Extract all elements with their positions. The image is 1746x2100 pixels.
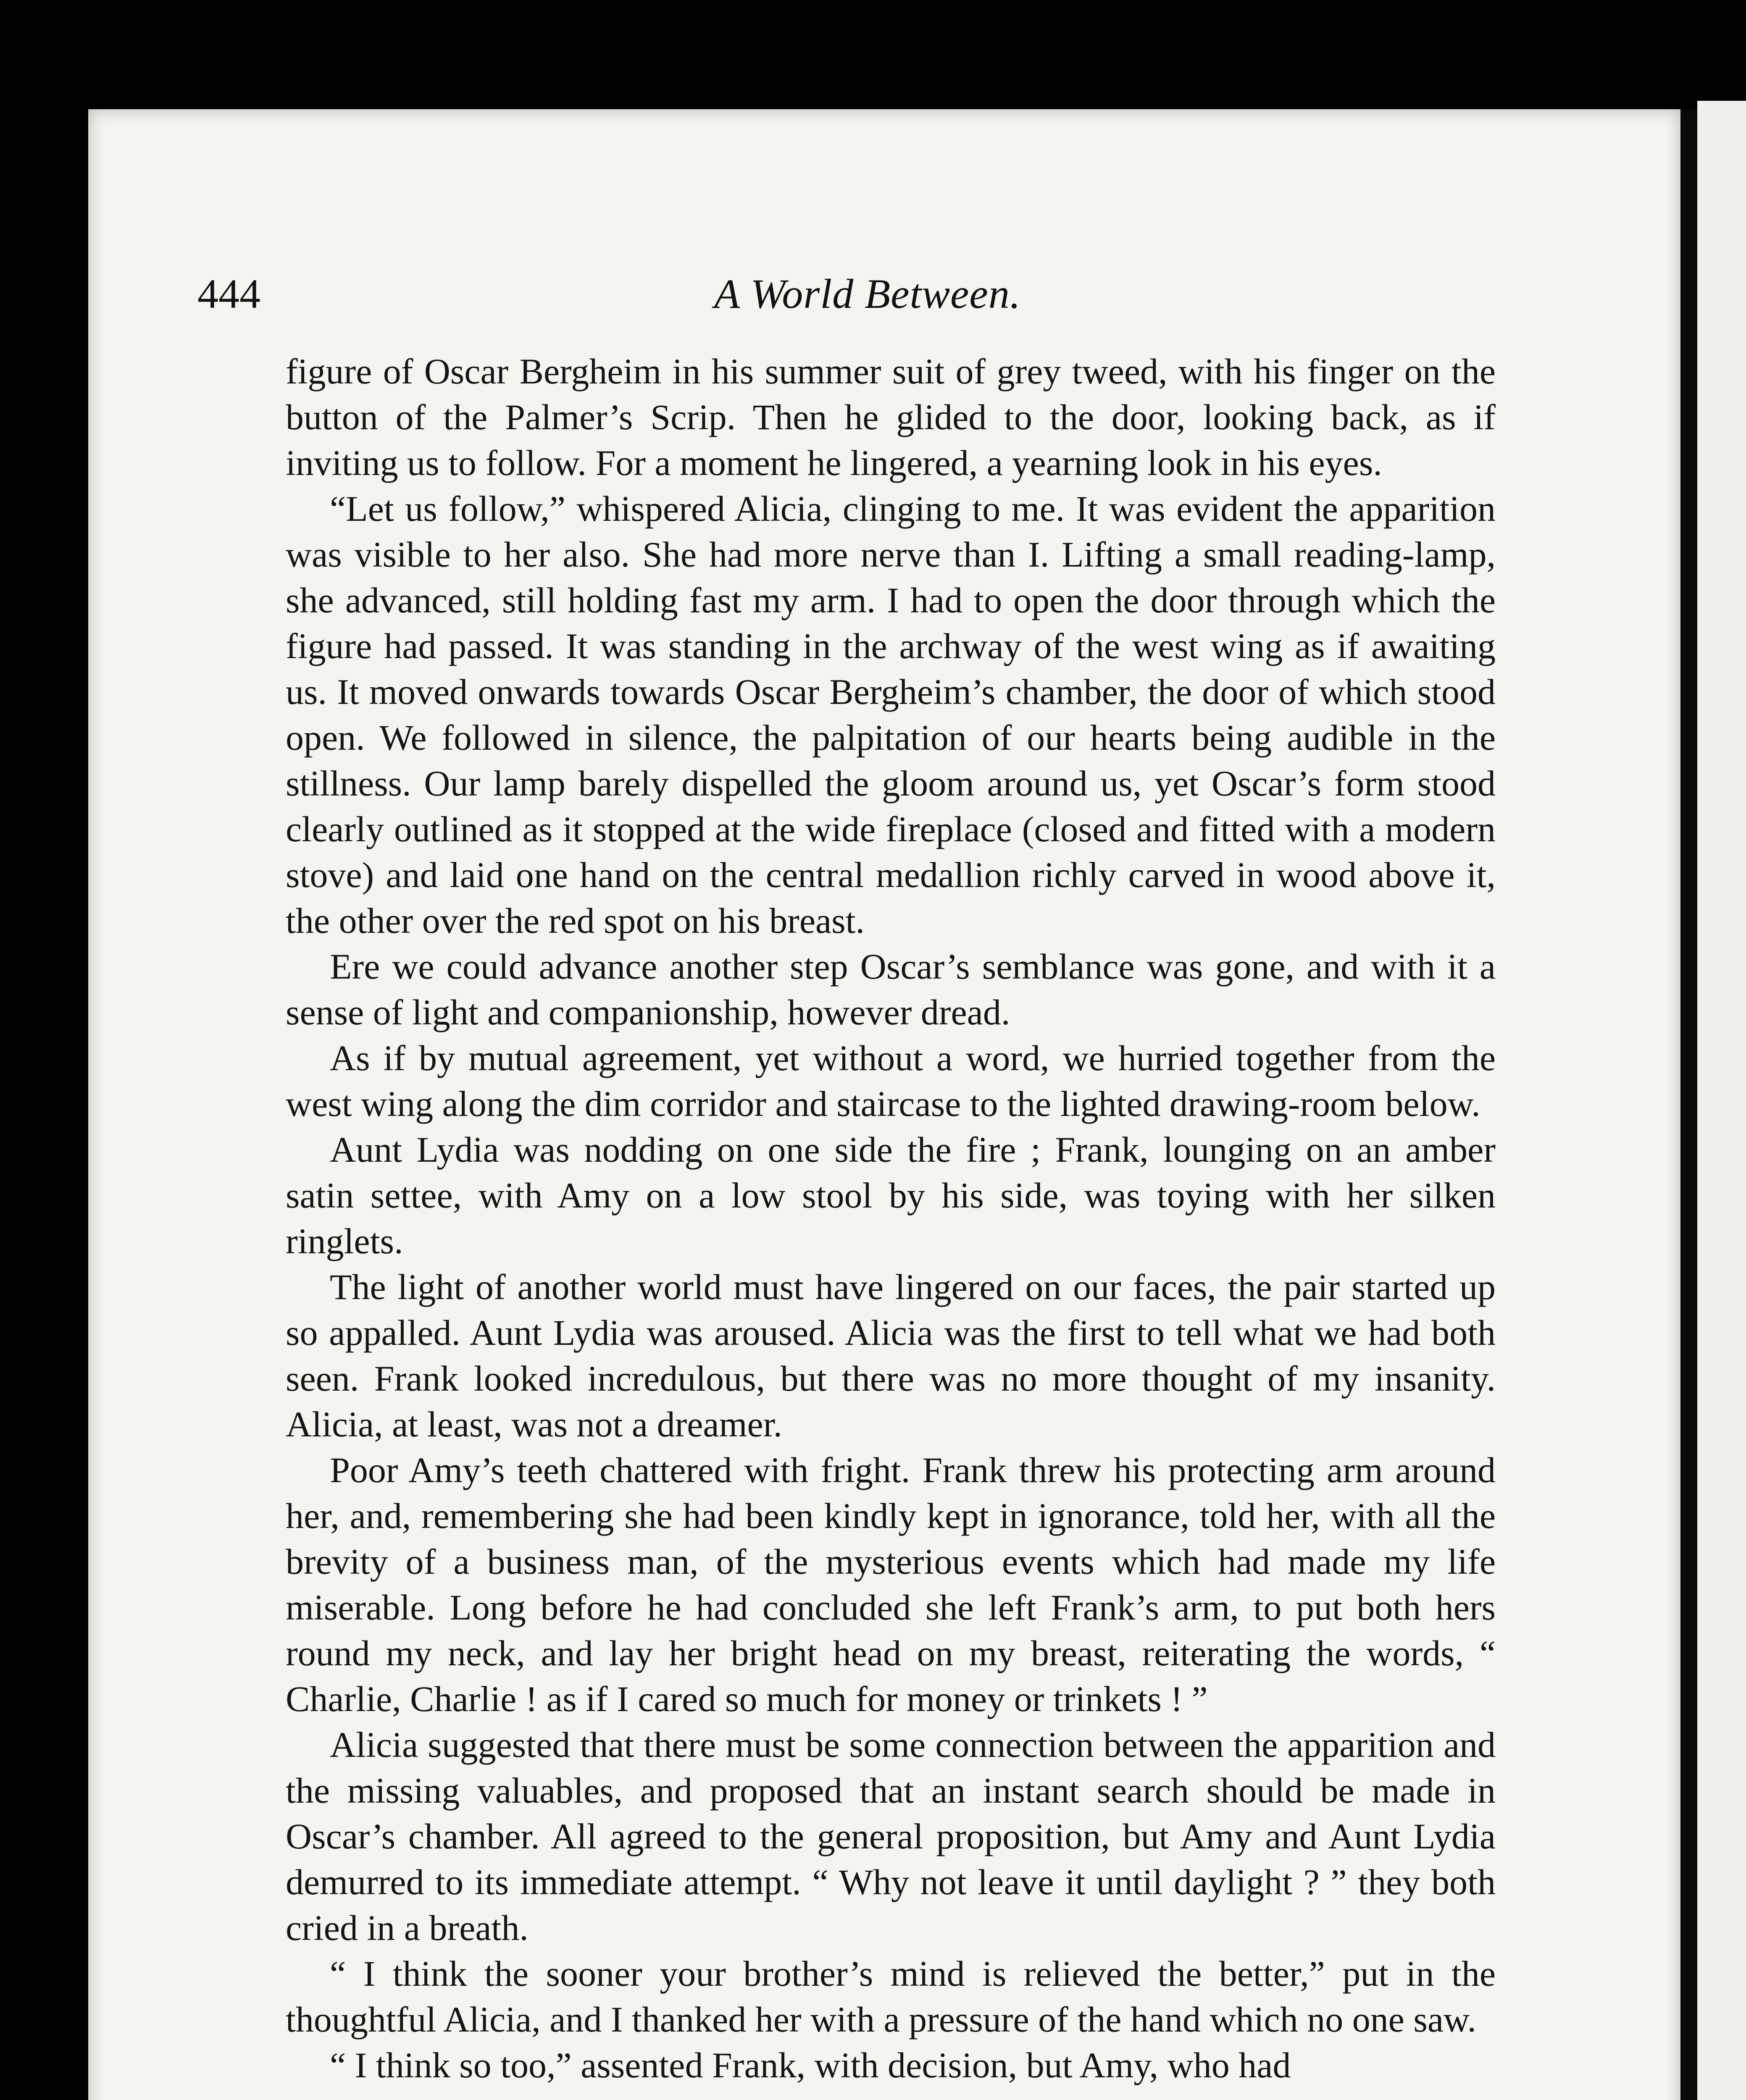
page-number: 444: [197, 270, 260, 317]
body-text: [286, 349, 1496, 2088]
paragraph: Ere we could advance another step Oscar’s semblance was gone, and with it a sense of light and companionship, however dread.: [286, 946, 1496, 1032]
facing-page-edge: [1697, 101, 1746, 2100]
paragraph: As if by mutual agreement, yet without a word, we hurried together from the west wing along the dim corridor and staircase to the lighted drawing-room below.: [286, 1038, 1496, 1124]
paragraph: figure of Oscar Bergheim in his summer suit of grey tweed, with his finger on the button of the Palmer’s Scrip. Then he glided to the door, looking back, as if inviting us to follow. For a moment he lingered, a yearning look in his eyes.: [286, 351, 1496, 483]
paragraph: Alicia suggested that there must be some connection between the apparition and the missing valuables, and proposed that an instant search should be made in Oscar’s chamber. All agreed to the general proposition, but Amy and Aunt Lydia demurred to its immediate attempt. “ Why not leave it until daylight ? ” they both cried in a breath.: [286, 1725, 1496, 1948]
paragraph: Aunt Lydia was nodding on one side the fire ; Frank, lounging on an amber satin settee, with Amy on a low stool by his side, was toying with her silken ringlets.: [286, 1129, 1496, 1261]
page-header: [197, 265, 1500, 323]
paragraph: “ I think so too,” assented Frank, with decision, but Amy, who had: [330, 2045, 1291, 2085]
page-gutter: [1680, 109, 1697, 2100]
paragraph: The light of another world must have lingered on our faces, the pair started up so appalled. Aunt Lydia was aroused. Alicia was the first to tell what we had both seen. Frank looked incredulous, but there was no more thought of my insanity. Alicia, at least, was not a dreamer.: [286, 1267, 1496, 1444]
running-title: A World Between.: [714, 270, 1021, 317]
paragraph: Poor Amy’s teeth chattered with fright. Frank threw his protecting arm around her, and, remembering she had been kindly kept in ignorance, told her, with all the brevity of a business man, of the mysterious events which had made my life miserable. Long before he had concluded she left Frank’s arm, to put both hers round my neck, and lay her bright head on my breast, reiterating the words, “ Charlie, Charlie ! as if I cared so much for money or trinkets ! ”: [286, 1450, 1496, 1719]
paragraph: “Let us follow,” whispered Alicia, clinging to me. It was evident the apparition was visible to her also. She had more nerve than I. Lifting a small reading-lamp, she advanced, still holding fast my arm. I had to open the door through which the figure had passed. It was standing in the archway of the west wing as if awaiting us. It moved onwards towards Oscar Bergheim’s chamber, the door of which stood open. We followed in silence, the palpitation of our hearts being audible in the stillness. Our lamp barely dispelled the gloom around us, yet Oscar’s form stood clearly outlined as it stopped at the wide fireplace (closed and fitted with a modern stove) and laid one hand on the central medallion richly carved in wood above it, the other over the red spot on his breast.: [286, 488, 1496, 941]
paragraph: “ I think the sooner your brother’s mind is relieved the better,” put in the thoughtful Alicia, and I thanked her with a pressure of the hand which no one saw.: [286, 1953, 1496, 2040]
